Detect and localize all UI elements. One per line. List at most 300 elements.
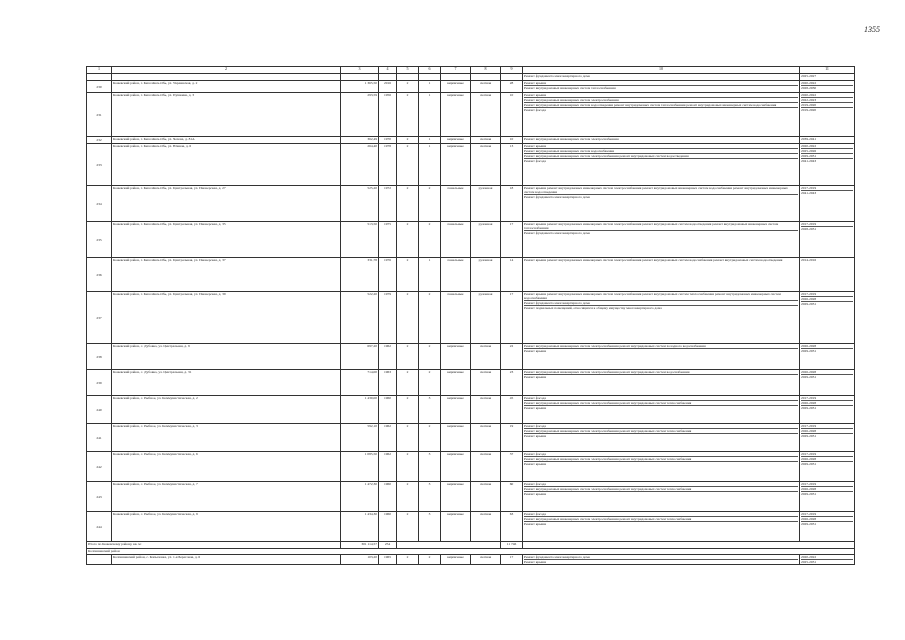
year-cell: 1960 xyxy=(379,512,397,542)
work-period: 2029-2031 xyxy=(801,348,853,353)
floors-cell xyxy=(397,74,419,81)
works-cell xyxy=(523,292,800,344)
row-number: 235 xyxy=(87,222,112,258)
works-cell xyxy=(523,258,800,292)
year-cell: 1965 xyxy=(379,555,397,565)
residents-cell: 17 xyxy=(501,292,523,344)
roof-type-cell: скатная xyxy=(471,396,501,424)
row-number: 240 xyxy=(87,396,112,424)
work-period: 2020-2022 xyxy=(801,81,817,85)
entrances-cell: 3 xyxy=(419,482,441,512)
column-number-cell: 7 xyxy=(441,67,471,74)
work-period: 2029-2031 xyxy=(801,301,853,306)
residents-cell: 37 xyxy=(501,452,523,482)
residents-cell: 19 xyxy=(501,424,523,452)
wall-material-cell: панельные xyxy=(441,258,471,292)
period-cell xyxy=(800,396,855,424)
work-item: Ремонт внутридомовых инженерных систем электроснабжения ремонт внутридомовых систем теплоснабжения xyxy=(524,400,798,405)
address-cell: Кожевский район, с. Дубовка, ул. Центральная, д. 9 xyxy=(112,344,341,370)
year-cell: 1962 xyxy=(379,424,397,452)
table-row xyxy=(87,344,855,370)
roof-type-cell: скатная xyxy=(471,370,501,396)
entrances-cell: 1 xyxy=(419,258,441,292)
period-cell xyxy=(800,555,855,565)
works-cell xyxy=(523,452,800,482)
work-period: 2026-2028 xyxy=(801,296,853,301)
row-number: 238 xyxy=(87,344,112,370)
work-period: 2017-2019 xyxy=(801,512,817,516)
wall-material-cell: кирпичные xyxy=(441,452,471,482)
roof-type-cell: рулонная xyxy=(471,186,501,222)
work-period: 2020-2022 xyxy=(801,555,817,559)
work-period: 2017-2019 xyxy=(801,396,817,400)
residents-cell: 22 xyxy=(501,344,523,370)
column-number-cell: 4 xyxy=(379,67,397,74)
work-period: 2028-2031 xyxy=(801,226,853,231)
period-cell xyxy=(800,258,855,292)
empty-cell xyxy=(397,542,501,549)
row-number: 243 xyxy=(87,482,112,512)
year-cell: 1979 xyxy=(379,292,397,344)
floors-cell: 2 xyxy=(397,555,419,565)
work-period: 2041-2043 xyxy=(801,158,853,163)
work-period: 2029-2031 xyxy=(801,521,853,526)
work-item: Ремонт фасада xyxy=(524,482,547,486)
year-cell: 1976 xyxy=(379,258,397,292)
works-cell xyxy=(523,81,800,93)
work-item: Ремонт внутридомовых инженерных систем электроснабжения ремонт внутридомовых систем холодного водоснабжения xyxy=(524,344,706,348)
work-item: Ремонт фасада xyxy=(524,396,547,400)
floors-cell: 2 xyxy=(397,424,419,452)
entrances-cell: 3 xyxy=(419,396,441,424)
column-number-row xyxy=(87,67,855,74)
work-period: 2025-2031 xyxy=(801,559,853,564)
total-count: 254 xyxy=(379,542,397,549)
address-cell: Кожевский район, с. Дубовка, ул. Центральная, д. 31 xyxy=(112,370,341,396)
work-period: 2019-2020 xyxy=(801,107,853,112)
wall-material-cell: кирпичные xyxy=(441,555,471,565)
work-item: Ремонт крыши xyxy=(524,491,798,496)
area-cell: 1 085,50 xyxy=(341,452,379,482)
total-label: Итого по Кожевскому району, кв. м: xyxy=(87,542,341,549)
year-cell: 1978 xyxy=(379,144,397,186)
year-cell: 2016 xyxy=(379,81,397,93)
floors-cell: 2 xyxy=(397,93,419,137)
column-number-cell: 2 xyxy=(112,67,341,74)
work-item: Ремонт фундамента многоквартирного дома xyxy=(524,555,590,559)
table-row xyxy=(87,370,855,396)
work-item: Ремонт крыши xyxy=(524,559,798,564)
works-cell xyxy=(523,555,800,565)
address-cell xyxy=(112,74,341,81)
row-number xyxy=(87,74,112,81)
address-cell: Кожевский район, г. Киселёвск-Обь, ул. Чехова, д. 81А xyxy=(112,137,341,144)
works-cell xyxy=(523,424,800,452)
roof-type-cell xyxy=(471,74,501,81)
work-item: Ремонт внутридомовых инженерных систем электроснабжения xyxy=(524,137,619,141)
work-period: 2026-2028 xyxy=(801,486,853,491)
work-period: 2025-2027 xyxy=(801,74,817,78)
period-cell xyxy=(800,292,855,344)
table-row xyxy=(87,452,855,482)
area-cell xyxy=(341,74,379,81)
work-item: Ремонт крыши ремонт внутридомовых инженерных систем электроснабжения ремонт внутридомовых систем теплоснабжения ремонт внутридомовых инженерных систем водоснабжения xyxy=(524,292,781,300)
roof-type-cell: скатная xyxy=(471,452,501,482)
table-row xyxy=(87,396,855,424)
year-cell: 1956 xyxy=(379,93,397,137)
work-period: 2026-2028 xyxy=(801,456,853,461)
address-cell: Кожевский район, г. Киселёвск-Обь, ул. Центральная, ул. Пионерская, д. 35 xyxy=(112,222,341,258)
row-number: 232 xyxy=(87,137,112,144)
area-cell: 1 365,50 xyxy=(341,81,379,93)
year-cell: 1962 xyxy=(379,344,397,370)
address-cell: Кожевский район, г. Киселёвск-Обь, ул. Южная, д. 6 xyxy=(112,144,341,186)
work-period: 2029-2031 xyxy=(801,433,853,438)
row-number: 233 xyxy=(87,144,112,186)
area-cell: 522,20 xyxy=(341,292,379,344)
floors-cell: 2 xyxy=(397,344,419,370)
floors-cell: 2 xyxy=(397,512,419,542)
area-cell: 1 434,30 xyxy=(341,512,379,542)
floors-cell: 2 xyxy=(397,370,419,396)
floors-cell: 2 xyxy=(397,482,419,512)
row-number: 237 xyxy=(87,292,112,344)
work-item: Ремонт внутридомовых инженерных систем электроснабжения xyxy=(524,97,798,102)
floors-cell: 2 xyxy=(397,144,419,186)
works-cell xyxy=(523,396,800,424)
address-cell: Кожевский район, с. Рыбное, ул. Коммунистическая, д. 7 xyxy=(112,482,341,512)
area-cell: 1 472,30 xyxy=(341,482,379,512)
roof-type-cell: скатная xyxy=(471,93,501,137)
floors-cell: 2 xyxy=(397,258,419,292)
table-row xyxy=(87,555,855,565)
floors-cell: 2 xyxy=(397,452,419,482)
address-cell: Кожевский район, г. Киселёвск-Обь, ул. Центральная, ул. Пионерская, д. 27 xyxy=(112,186,341,222)
work-item: Ремонт фундамента многоквартирного дома xyxy=(524,74,590,78)
residents-cell: 18 xyxy=(501,186,523,222)
work-period: 2029-2031 xyxy=(801,153,853,158)
work-period: 2017-2019 xyxy=(801,424,817,428)
work-period: 2020-2022 xyxy=(801,93,817,97)
floors-cell: 2 xyxy=(397,396,419,424)
works-cell xyxy=(523,74,800,81)
work-period: 2029-2031 xyxy=(801,405,853,410)
work-item: Ремонт крыши xyxy=(524,93,547,97)
residents-cell: 28 xyxy=(501,81,523,93)
total-residents: 11 746 xyxy=(501,542,523,549)
address-cell: Кожевский район, с. Рыбное, ул. Коммунистическая, д. 3 xyxy=(112,424,341,452)
year-cell: 1975 xyxy=(379,222,397,258)
entrances-cell: 2 xyxy=(419,555,441,565)
work-item: Ремонт крыши ремонт внутридомовых инженерных систем электроснабжения ремонт внутридомовых систем водоснабжения ремонт внутридомовых систем водоотведения xyxy=(524,258,783,262)
period-cell xyxy=(800,344,855,370)
row-number: 239 xyxy=(87,370,112,396)
column-number-cell: 3 xyxy=(341,67,379,74)
address-cell: Кожевский район, г. Киселёвск-Обь, ул. Центральная, ул. Пионерская, д. 39 xyxy=(112,292,341,344)
period-cell xyxy=(800,81,855,93)
work-item: Ремонт фундамента многоквартирного дома xyxy=(524,230,798,235)
entrances-cell: 1 xyxy=(419,81,441,93)
work-period: 2029-2031 xyxy=(801,491,853,496)
table-row xyxy=(87,222,855,258)
work-period: 2022-2023 xyxy=(801,97,853,102)
table-row xyxy=(87,93,855,137)
roof-type-cell: скатная xyxy=(471,81,501,93)
work-period: 2028-2030 xyxy=(801,85,853,90)
residents-cell: 60 xyxy=(501,482,523,512)
entrances-cell: 3 xyxy=(419,452,441,482)
row-number: 242 xyxy=(87,452,112,482)
row-number: 230 xyxy=(87,81,112,93)
wall-material-cell: панельные xyxy=(441,222,471,258)
work-period: 2017-2019 xyxy=(801,482,817,486)
entrances-cell: 3 xyxy=(419,512,441,542)
row-number xyxy=(87,555,112,565)
residents-cell: 45 xyxy=(501,396,523,424)
area-cell: 525,20 xyxy=(341,186,379,222)
wall-material-cell: кирпичные xyxy=(441,396,471,424)
roof-type-cell: рулонная xyxy=(471,222,501,258)
address-cell: Кожевский район, с. Рыбное, ул. Коммунистическая, д. 2 xyxy=(112,396,341,424)
work-period: 2026-2028 xyxy=(801,344,817,348)
total-row xyxy=(87,542,855,549)
work-period: 2017-2019 xyxy=(801,292,817,296)
wall-material-cell: панельные xyxy=(441,186,471,222)
work-item: Ремонт крыши xyxy=(524,405,798,410)
work-period: 2017-2019 xyxy=(801,452,817,456)
period-cell xyxy=(800,186,855,222)
work-item: Ремонт фасада xyxy=(524,424,547,428)
address-cell: Кожевский район, с. Рыбное, ул. Коммунистическая, д. 9 xyxy=(112,512,341,542)
roof-type-cell: скатная xyxy=(471,344,501,370)
work-period: 2026-2028 xyxy=(801,370,817,374)
residents-cell: 13 xyxy=(501,144,523,186)
period-cell xyxy=(800,137,855,144)
table-row xyxy=(87,482,855,512)
works-cell xyxy=(523,222,800,258)
residents-cell: 63 xyxy=(501,512,523,542)
floors-cell: 2 xyxy=(397,222,419,258)
work-item: Ремонт крыши xyxy=(524,521,798,526)
period-cell xyxy=(800,512,855,542)
area-cell: 362,49 xyxy=(341,137,379,144)
wall-material-cell: панельные xyxy=(441,292,471,344)
row-number: 236 xyxy=(87,258,112,292)
entrances-cell: 2 xyxy=(419,292,441,344)
area-cell: 293,59 xyxy=(341,93,379,137)
work-item: Ремонт внутридомовых инженерных систем электроснабжения ремонт внутридомовых систем водоотведения xyxy=(524,153,798,158)
period-cell xyxy=(800,144,855,186)
works-cell xyxy=(523,370,800,396)
wall-material-cell: кирпичные xyxy=(441,370,471,396)
area-cell: 331,78 xyxy=(341,258,379,292)
work-item: Ремонт внутридомовых инженерных систем водоотведения ремонт внутридомовых систем теплоснабжения ремонт внутридомовых инженерных систем водоснабжения xyxy=(524,102,798,107)
work-period: 2014-2016 xyxy=(801,258,817,262)
wall-material-cell: кирпичные xyxy=(441,482,471,512)
period-cell xyxy=(800,222,855,258)
period-cell xyxy=(800,424,855,452)
year-cell: 1972 xyxy=(379,186,397,222)
row-number: 244 xyxy=(87,512,112,542)
area-cell: 592,10 xyxy=(341,424,379,452)
roof-type-cell: скатная xyxy=(471,137,501,144)
residents-cell: 23 xyxy=(501,370,523,396)
roof-type-cell: рулонная xyxy=(471,292,501,344)
column-number-cell: 10 xyxy=(523,67,800,74)
wall-material-cell xyxy=(441,74,471,81)
area-cell: 264,40 xyxy=(341,144,379,186)
roof-type-cell: скатная xyxy=(471,555,501,565)
floors-cell: 2 xyxy=(397,186,419,222)
empty-cell xyxy=(523,542,855,549)
residents-cell: 10 xyxy=(501,93,523,137)
period-cell xyxy=(800,482,855,512)
year-cell: 1962 xyxy=(379,452,397,482)
entrances-cell: 2 xyxy=(419,186,441,222)
works-cell xyxy=(523,137,800,144)
work-item: Ремонт внутридомовых инженерных систем теплоснабжения xyxy=(524,85,798,90)
table-row xyxy=(87,137,855,144)
work-item: Ремонт внутридомовых инженерных систем электроснабжения ремонт внутридомовых систем теплоснабжения xyxy=(524,428,798,433)
table-row xyxy=(87,81,855,93)
work-item: Ремонт крыши xyxy=(524,81,547,85)
wall-material-cell: кирпичные xyxy=(441,424,471,452)
entrances-cell: 1 xyxy=(419,144,441,186)
work-item: Ремонт крыши xyxy=(524,374,798,379)
wall-material-cell: кирпичные xyxy=(441,344,471,370)
residents-cell: 10 xyxy=(501,137,523,144)
work-period: 2026-2028 xyxy=(801,516,853,521)
period-cell xyxy=(800,74,855,81)
table-row xyxy=(87,424,855,452)
wall-material-cell: кирпичные xyxy=(441,512,471,542)
table-row xyxy=(87,512,855,542)
work-item: Ремонт фундамента многоквартирного дома xyxy=(524,194,798,199)
entrances-cell: 2 xyxy=(419,424,441,452)
table-row xyxy=(87,258,855,292)
work-item: Ремонт крыши xyxy=(524,461,798,466)
entrances-cell: 1 xyxy=(419,93,441,137)
floors-cell: 2 xyxy=(397,137,419,144)
work-item: Ремонт фасада xyxy=(524,107,798,112)
area-cell: 1 430,00 xyxy=(341,396,379,424)
address-cell: Кожевский район, г. Киселёвск-Обь, ул. Центральная, ул. Пионерская, д. 37 xyxy=(112,258,341,292)
work-period: 2029-2031 xyxy=(801,461,853,466)
roof-type-cell: рулонная xyxy=(471,258,501,292)
district-title: Колпашевский район xyxy=(87,549,855,555)
area-cell: 103,20 xyxy=(341,555,379,565)
roof-type-cell: скатная xyxy=(471,512,501,542)
period-cell xyxy=(800,93,855,137)
wall-material-cell: кирпичные xyxy=(441,93,471,137)
roof-type-cell: скатная xyxy=(471,144,501,186)
address-cell: Кожевский район, г. Киселёвск-Обь, ул. Украинская, д. 2 xyxy=(112,81,341,93)
table-row xyxy=(87,292,855,344)
total-area: 301 114,57 xyxy=(341,542,379,549)
work-period: 2017-2019 xyxy=(801,222,817,226)
works-cell xyxy=(523,144,800,186)
floors-cell: 2 xyxy=(397,81,419,93)
row-number: 241 xyxy=(87,424,112,452)
area-cell: 697,20 xyxy=(341,344,379,370)
work-item: Ремонт подвальных помещений, относящихся к общему имуществу многоквартирного дома xyxy=(524,305,798,310)
year-cell xyxy=(379,74,397,81)
row-number: 234 xyxy=(87,186,112,222)
year-cell: 1960 xyxy=(379,396,397,424)
address-cell: Кожевский район, г. Киселёвск-Обь, ул. Пушкина, д. 3 xyxy=(112,93,341,137)
period-cell xyxy=(800,452,855,482)
work-item: Ремонт внутридомовых инженерных систем водоснабжения xyxy=(524,148,798,153)
work-period: 2026-2028 xyxy=(801,400,853,405)
column-number-cell: 6 xyxy=(419,67,441,74)
work-period: 2026-2028 xyxy=(801,428,853,433)
column-number-cell: 1 xyxy=(87,67,112,74)
address-cell: Кожевский район, с. Рыбное, ул. Коммунистическая, д. 6 xyxy=(112,452,341,482)
work-period: 2017-2019 xyxy=(801,186,817,190)
page-number: 1355 xyxy=(864,25,880,34)
work-item: Ремонт фасада xyxy=(524,512,547,516)
wall-material-cell: кирпичные xyxy=(441,144,471,186)
works-cell xyxy=(523,93,800,137)
work-item: Ремонт крыши xyxy=(524,348,798,353)
column-number-cell: 9 xyxy=(501,67,523,74)
column-number-cell: 5 xyxy=(397,67,419,74)
residents-cell xyxy=(501,74,523,81)
work-period: 2029-2031 xyxy=(801,374,853,379)
entrances-cell: 1 xyxy=(419,137,441,144)
roof-type-cell: скатная xyxy=(471,482,501,512)
year-cell: 1960 xyxy=(379,482,397,512)
work-item: Ремонт внутридомовых инженерных систем электроснабжения ремонт внутридомовых систем водоснабжения xyxy=(524,370,690,374)
works-cell xyxy=(523,482,800,512)
entrances-cell: 2 xyxy=(419,370,441,396)
residents-cell: 17 xyxy=(501,222,523,258)
column-number-cell: 11 xyxy=(800,67,855,74)
work-item: Ремонт внутридомовых инженерных систем электроснабжения ремонт внутридомовых систем теплоснабжения xyxy=(524,516,798,521)
table-row xyxy=(87,74,855,81)
area-cell: 714,00 xyxy=(341,370,379,396)
wall-material-cell: кирпичные xyxy=(441,81,471,93)
column-number-cell: 8 xyxy=(471,67,501,74)
roof-type-cell: скатная xyxy=(471,424,501,452)
work-item: Ремонт крыши ремонт внутридомовых инженерных систем электроснабжения ремонт внутридомовых инженерных систем водоснабжения ремонт внутридомовых инженерных систем водоотведения xyxy=(524,186,788,194)
year-cell: 1970 xyxy=(379,137,397,144)
work-period: 2039-2041 xyxy=(801,137,817,141)
residents-cell: 14 xyxy=(501,258,523,292)
area-cell: 513,50 xyxy=(341,222,379,258)
work-item: Ремонт фасада xyxy=(524,452,547,456)
row-number: 231 xyxy=(87,93,112,137)
wall-material-cell: кирпичные xyxy=(441,137,471,144)
works-cell xyxy=(523,344,800,370)
table-row xyxy=(87,186,855,222)
address-cell: Колпашевский район, с. Копыловка, ул. 1-я Береговая, д. 6 xyxy=(112,555,341,565)
work-period: 2020-2022 xyxy=(801,144,817,148)
period-cell xyxy=(800,370,855,396)
work-item: Ремонт крыши xyxy=(524,433,798,438)
entrances-cell: 2 xyxy=(419,222,441,258)
work-item: Ремонт крыши ремонт внутридомовых инженерных систем электроснабжения ремонт внутридомовых систем водоотведения ремонт внутридомовых инженерных систем теплоснабжения xyxy=(524,222,779,230)
entrances-cell xyxy=(419,74,441,81)
capital-repair-table xyxy=(86,66,855,565)
work-item: Ремонт фундамента многоквартирного дома xyxy=(524,300,798,305)
works-cell xyxy=(523,186,800,222)
work-period: 2019-2020 xyxy=(801,102,853,107)
work-item: Ремонт внутридомовых инженерных систем электроснабжения ремонт внутридомовых систем теплоснабжения xyxy=(524,486,798,491)
work-period: 2025-2026 xyxy=(801,148,853,153)
table-row xyxy=(87,144,855,186)
work-item: Ремонт фасада xyxy=(524,158,798,163)
